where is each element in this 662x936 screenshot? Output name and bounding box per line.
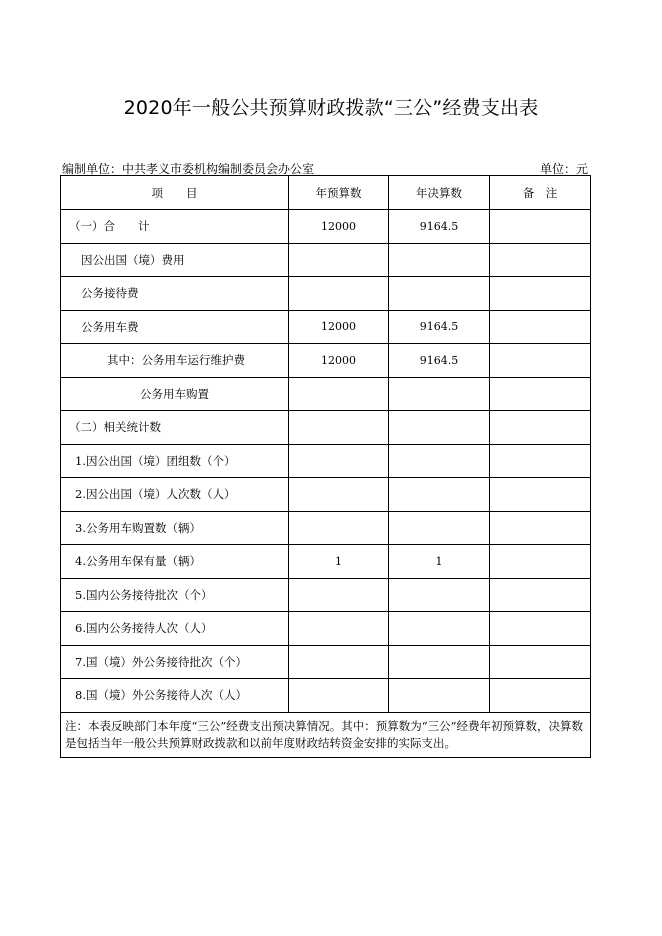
row-final: 1 <box>389 545 490 579</box>
compiling-unit: 编制单位：中共孝义市委机构编制委员会办公室 <box>62 162 315 176</box>
table-row <box>61 310 591 344</box>
table-row <box>61 511 591 545</box>
row-final <box>389 377 490 411</box>
row-label: 6.国内公务接待人次（人） <box>61 612 289 646</box>
row-label: 5.国内公务接待批次（个） <box>61 578 289 612</box>
table-row <box>61 478 591 512</box>
row-label: 公务用车购置 <box>61 377 289 411</box>
row-budget <box>289 645 389 679</box>
page-title: 2020年一般公共预算财政拨款“三公”经费支出表 <box>123 97 539 119</box>
row-label: 1.因公出国（境）团组数（个） <box>61 444 289 478</box>
header-note: 备 注 <box>490 176 591 210</box>
footnote: 注：本表反映部门本年度“三公”经费支出预决算情况。其中：预算数为“三公”经费年初预算数，决算数是包括当年一般公共预算财政拨款和以前年度财政结转资金安排的实际支出。 <box>61 712 591 757</box>
row-final <box>389 444 490 478</box>
row-budget: 12000 <box>289 210 389 244</box>
table-row <box>61 377 591 411</box>
row-note <box>490 478 591 512</box>
row-label: 3.公务用车购置数（辆） <box>61 511 289 545</box>
header-budget: 年预算数 <box>289 176 389 210</box>
row-final <box>389 679 490 713</box>
row-label: 公务用车费 <box>61 310 289 344</box>
row-budget: 12000 <box>289 310 389 344</box>
row-label: （一）合 计 <box>61 210 289 244</box>
row-budget: 1 <box>289 545 389 579</box>
row-note <box>490 679 591 713</box>
table-row <box>61 277 591 311</box>
table-row <box>61 210 591 244</box>
expense-table <box>60 175 591 758</box>
header-item: 项 目 <box>61 176 289 210</box>
row-note <box>490 545 591 579</box>
row-label: 因公出国（境）费用 <box>61 243 289 277</box>
table-row <box>61 612 591 646</box>
row-note <box>490 444 591 478</box>
row-label: 8.国（境）外公务接待人次（人） <box>61 679 289 713</box>
table-row <box>61 411 591 445</box>
row-budget <box>289 411 389 445</box>
row-note <box>490 344 591 378</box>
row-final <box>389 243 490 277</box>
row-note <box>490 411 591 445</box>
row-label: 7.国（境）外公务接待批次（个） <box>61 645 289 679</box>
row-note <box>490 511 591 545</box>
row-note <box>490 243 591 277</box>
row-note <box>490 377 591 411</box>
table-row <box>61 578 591 612</box>
row-budget <box>289 511 389 545</box>
row-label: 2.因公出国（境）人次数（人） <box>61 478 289 512</box>
table-row <box>61 545 591 579</box>
table-row <box>61 645 591 679</box>
row-note <box>490 645 591 679</box>
row-note <box>490 277 591 311</box>
row-budget <box>289 478 389 512</box>
row-budget: 12000 <box>289 344 389 378</box>
row-note <box>490 578 591 612</box>
row-final <box>389 411 490 445</box>
row-budget <box>289 612 389 646</box>
row-label: （二）相关统计数 <box>61 411 289 445</box>
table-row <box>61 243 591 277</box>
table-row <box>61 679 591 713</box>
row-label: 其中：公务用车运行维护费 <box>61 344 289 378</box>
table-header-row <box>61 176 591 210</box>
footnote-row <box>61 712 591 757</box>
table-row <box>61 344 591 378</box>
row-budget <box>289 578 389 612</box>
row-final <box>389 277 490 311</box>
row-final <box>389 645 490 679</box>
row-final <box>389 578 490 612</box>
row-final: 9164.5 <box>389 210 490 244</box>
row-budget <box>289 277 389 311</box>
row-final <box>389 511 490 545</box>
row-note <box>490 210 591 244</box>
row-label: 公务接待费 <box>61 277 289 311</box>
header-final: 年决算数 <box>389 176 490 210</box>
row-label: 4.公务用车保有量（辆） <box>61 545 289 579</box>
row-budget <box>289 444 389 478</box>
row-budget <box>289 679 389 713</box>
row-budget <box>289 243 389 277</box>
row-note <box>490 310 591 344</box>
currency-unit: 单位：元 <box>539 162 588 176</box>
row-final: 9164.5 <box>389 344 490 378</box>
table-row <box>61 444 591 478</box>
row-final <box>389 478 490 512</box>
row-final: 9164.5 <box>389 310 490 344</box>
row-budget <box>289 377 389 411</box>
row-note <box>490 612 591 646</box>
row-final <box>389 612 490 646</box>
